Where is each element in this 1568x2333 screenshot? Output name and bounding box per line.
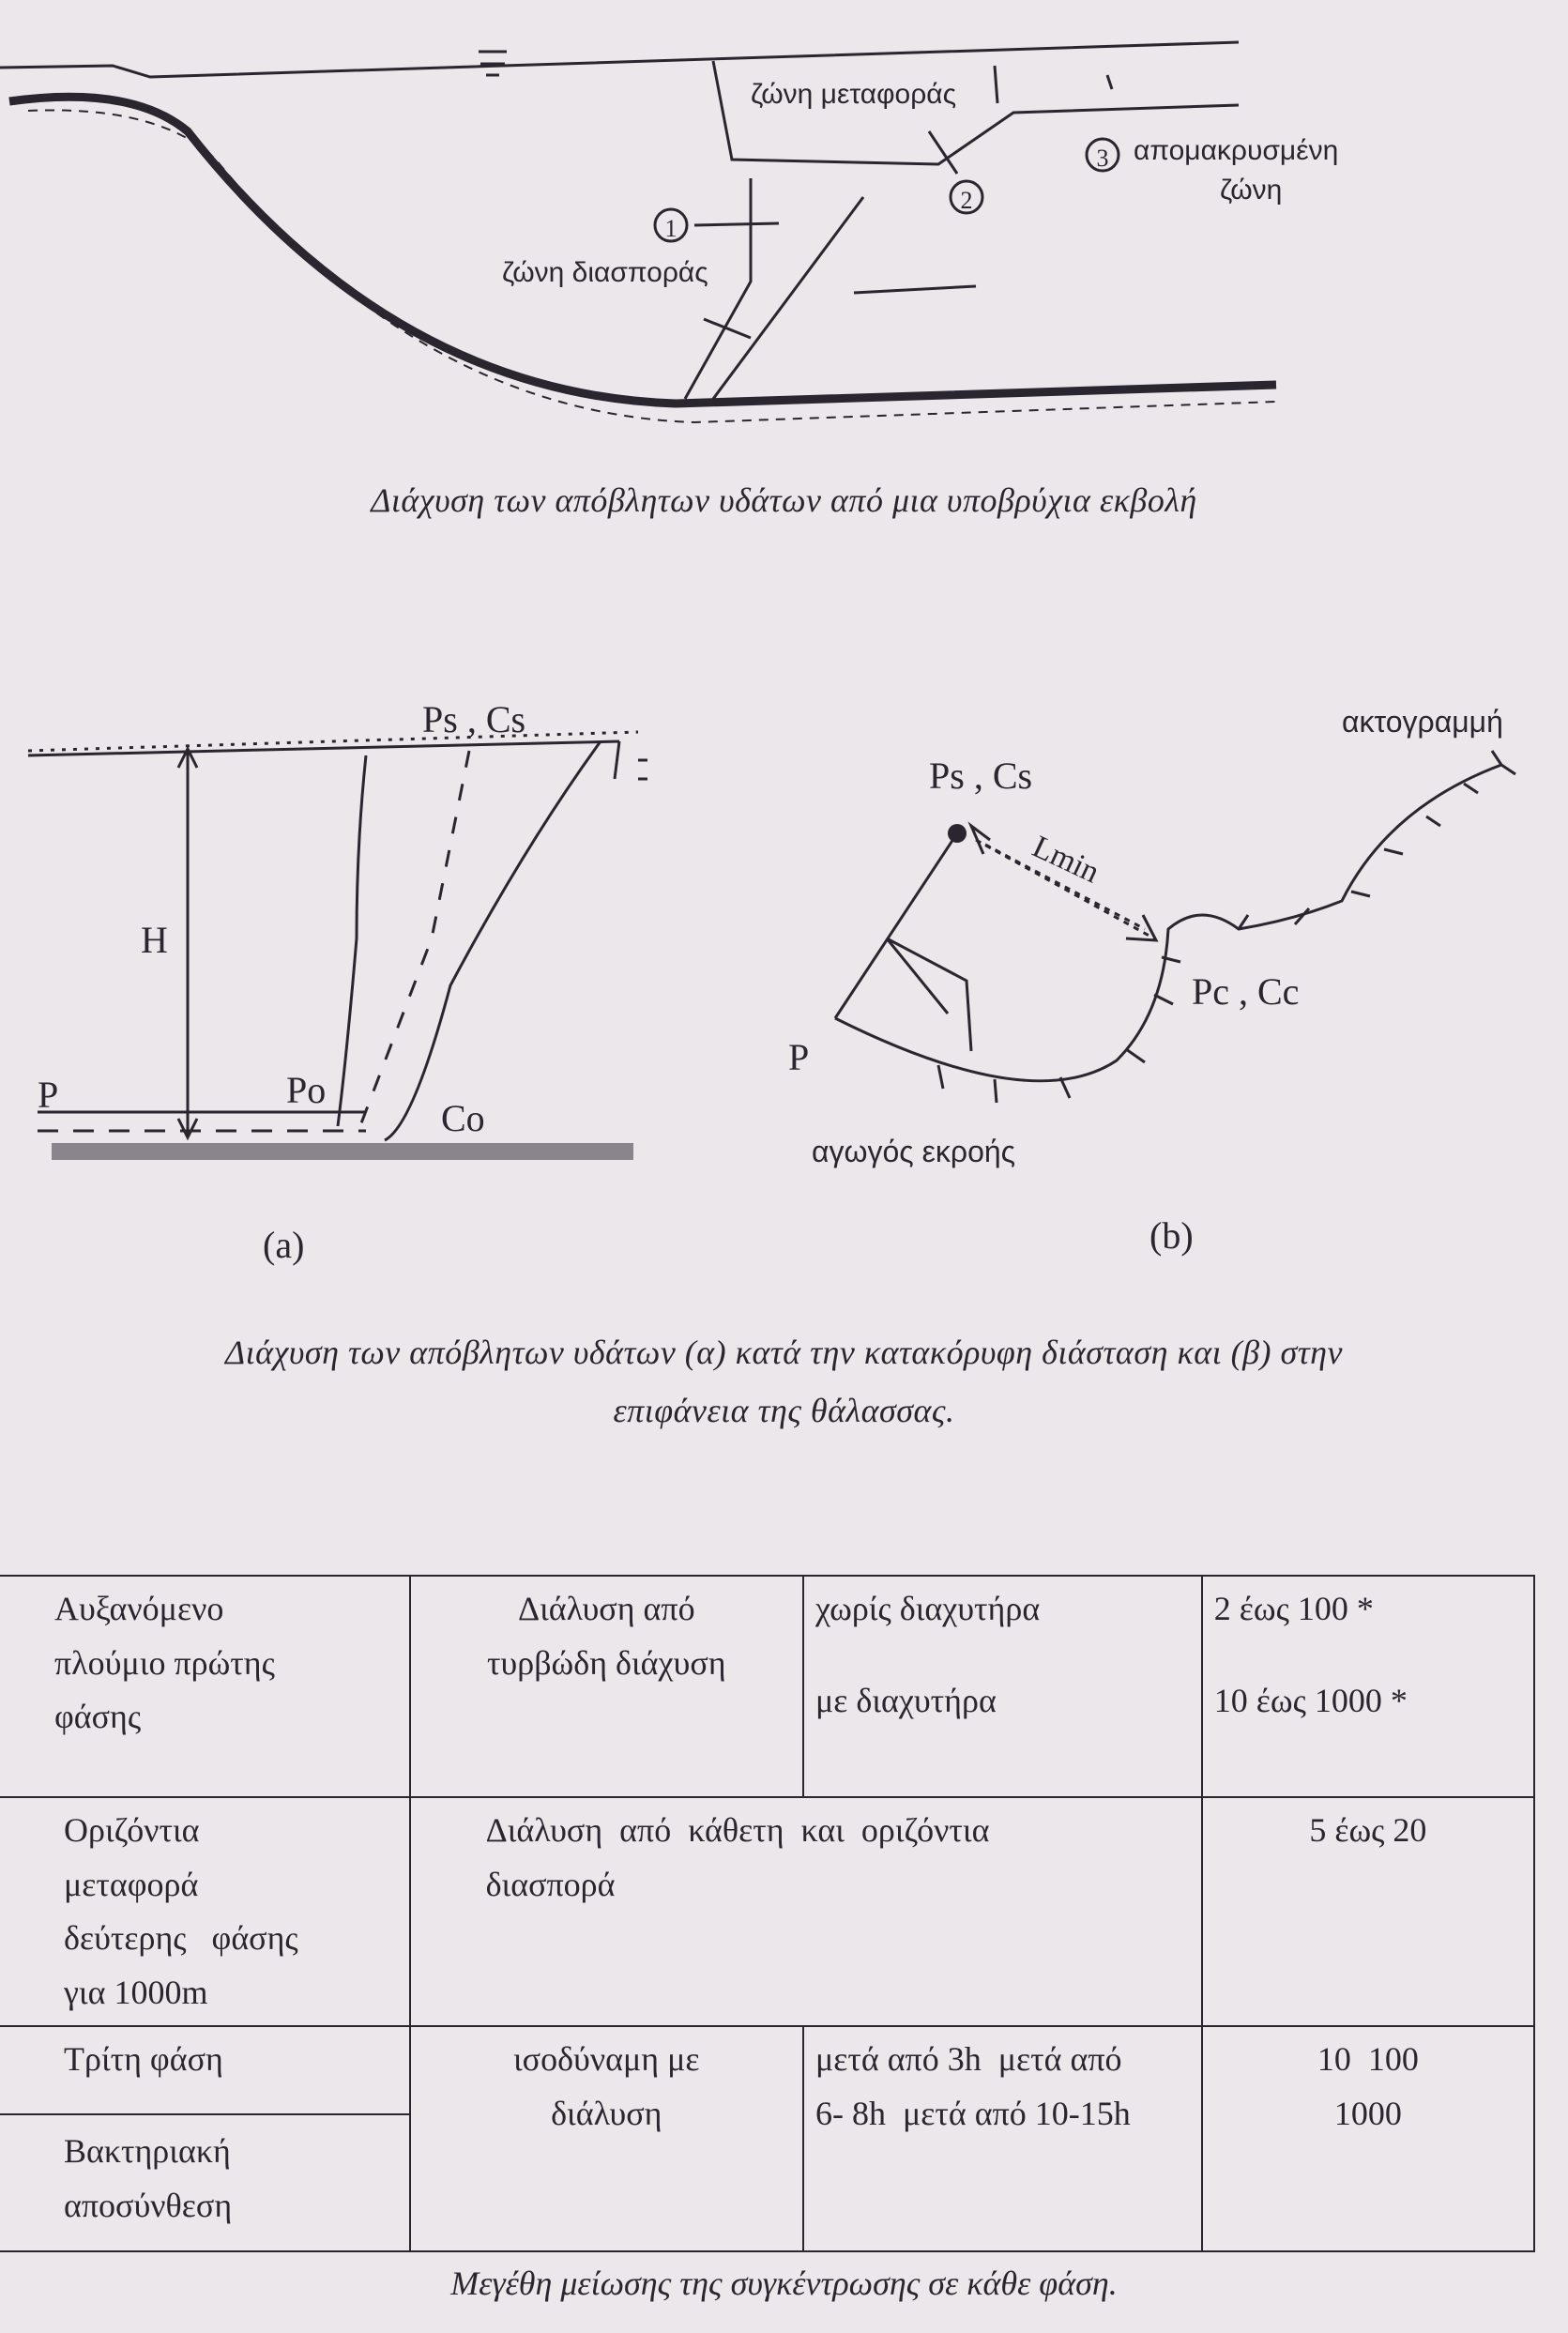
table-row — [0, 1576, 1534, 1797]
phase-cell: Αυξανόμενο πλούμιο πρώτης φάσης — [0, 1576, 410, 1797]
value-cell: 5 έως 20 — [1202, 1797, 1534, 2026]
phase-cell: Οριζόντια μεταφορά δεύτερης φάσης για 1000m — [0, 1797, 410, 2026]
zone-dispersion-label: ζώνη διασποράς — [502, 257, 708, 288]
marker-3: 3 — [1096, 145, 1109, 172]
zone-far-label: απομακρυσμένη — [1134, 135, 1339, 166]
value-cell: 10 100 1000 — [1202, 2026, 1534, 2251]
figure2-caption-line2: επιφάνεια της θάλασσας. — [613, 1392, 955, 1429]
process-cell: ισοδύναμη με διάλυση — [410, 2026, 803, 2251]
coastline-label: ακτογραμμή — [1342, 705, 1503, 739]
dispersion-vertical-surface-diagram — [0, 676, 1568, 1276]
table-row — [0, 1797, 1534, 2026]
time-cell: μετά από 3h μετά από 6- 8h μετά από 10-15h — [803, 2026, 1202, 2251]
zone-far-label-2: ζώνη — [1220, 175, 1283, 206]
table-row — [0, 2026, 1534, 2251]
phase-cell: Τρίτη φάση Βακτηριακή αποσύνθεση — [0, 2026, 410, 2251]
outfall-dispersion-diagram — [0, 0, 1568, 441]
ps-cs-label-a: Ps , Cs — [422, 698, 526, 740]
p-label-a: P — [38, 1074, 59, 1116]
value-cell: 2 έως 100 * 10 έως 1000 * — [1202, 1576, 1534, 1797]
po-label: Po — [286, 1069, 327, 1111]
marker-2: 2 — [960, 187, 973, 214]
zone-transport-label: ζώνη μεταφοράς — [751, 79, 957, 110]
figure2-caption-line1: Διάχυση των απόβλητων υδάτων (α) κατά την κατακόρυφη διάσταση και (β) στην — [224, 1334, 1344, 1371]
panel-b-label: (b) — [1149, 1214, 1194, 1257]
process-cell: Διάλυση από κάθετη και οριζόντια διασπορά — [410, 1797, 1202, 2026]
h-label: H — [141, 919, 168, 961]
marker-1: 1 — [664, 215, 677, 242]
concentration-reduction-table — [0, 1575, 1535, 2252]
outfall-label: αγωγός εκροής — [812, 1135, 1016, 1168]
figure1-caption: Διάχυση των απόβλητων υδάτων από μια υποβρύχια εκβολή — [371, 481, 1197, 519]
p-label-b: P — [788, 1036, 810, 1078]
table-caption: Μεγέθη μείωσης της συγκέντρωσης σε κάθε φάση. — [450, 2264, 1118, 2302]
ps-cs-label-b: Ps , Cs — [929, 755, 1033, 797]
co-label: Co — [441, 1097, 485, 1139]
pc-cc-label: Pc , Cc — [1192, 970, 1300, 1013]
process-cell: Διάλυση από τυρβώδη διάχυση — [410, 1576, 803, 1797]
lmin-label: Lmin — [1027, 829, 1105, 891]
panel-a-label: (a) — [263, 1224, 305, 1266]
condition-cell: χωρίς διαχυτήρα με διαχυτήρα — [803, 1576, 1202, 1797]
